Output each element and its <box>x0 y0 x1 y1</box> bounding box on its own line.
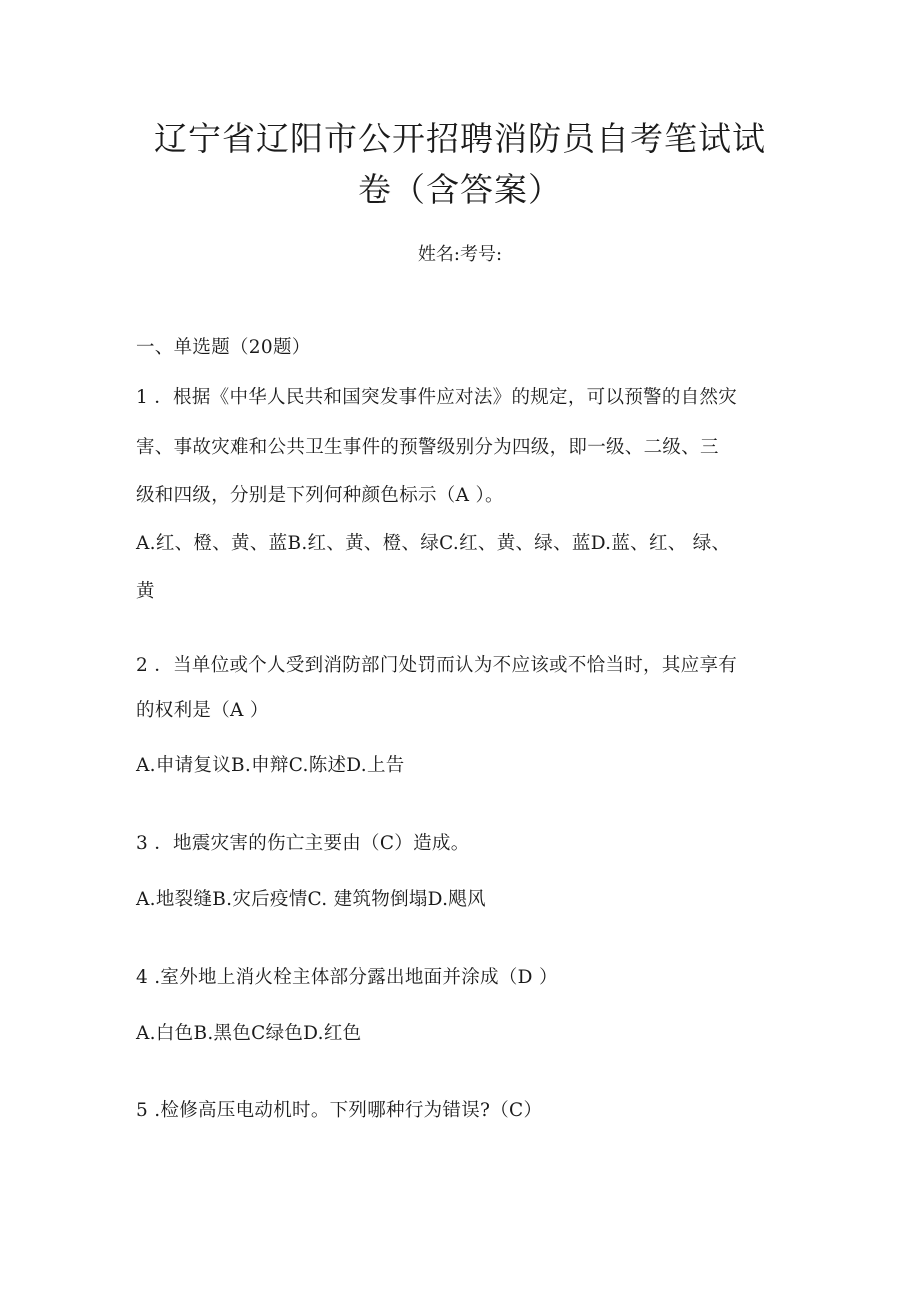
document-title-line-2: 卷（含答案） <box>358 170 562 209</box>
document-title-line-1: 辽宁省辽阳市公开招聘消防员自考笔试试 <box>154 119 766 158</box>
question-1-line-3: 级和四级，分别是下列何种颜色标示（A ）。 <box>136 485 504 506</box>
question-1-line-2: 害、事故灾难和公共卫生事件的预警级别分为四级，即一级、二级、三 <box>136 437 719 458</box>
question-4-options: A.白色B.黑色C绿色D.红色 <box>136 1023 362 1044</box>
section-heading: 一、单选题（20题） <box>136 337 311 358</box>
question-2-line-2: 的权利是（A ） <box>136 700 269 721</box>
question-1-options-cont: 黄 <box>136 581 155 602</box>
question-2-options: A.申请复议B.申辩C.陈述D.上告 <box>136 755 405 776</box>
question-1-options: A.红、橙、黄、蓝B.红、黄、橙、绿C.红、黄、绿、蓝D.蓝、红、 绿、 <box>136 533 731 554</box>
question-1-line-1: 1 ．根据《中华人民共和国突发事件应对法》的规定，可以预警的自然灾 <box>136 387 738 408</box>
question-3-options: A.地裂缝B.灾后疫情C. 建筑物倒塌D.飓风 <box>136 889 486 910</box>
question-4-line-1: 4 .室外地上消火栓主体部分露出地面并涂成（D ） <box>136 967 558 988</box>
question-2-line-1: 2 ．当单位或个人受到消防部门处罚而认为不应该或不恰当时，其应享有 <box>136 655 738 676</box>
question-3-line-1: 3 ．地震灾害的伤亡主要由（C）造成。 <box>136 833 470 854</box>
question-5-line-1: 5 .检修高压电动机时。下列哪种行为错误?（C） <box>136 1100 543 1121</box>
name-and-id-field: 姓名:考号: <box>417 244 503 265</box>
